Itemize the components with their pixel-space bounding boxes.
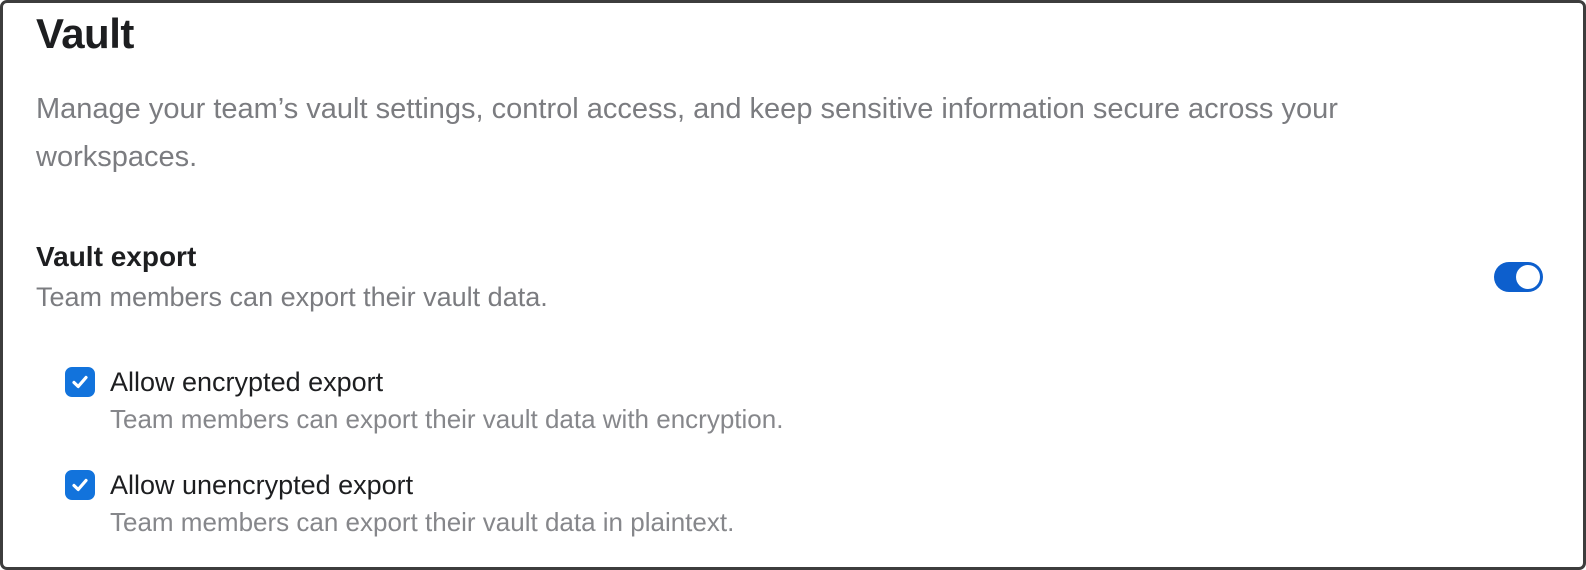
option-row-encrypted-export bbox=[65, 367, 1543, 434]
option-main bbox=[65, 367, 1543, 398]
checkmark-icon bbox=[70, 372, 90, 392]
toggle-knob bbox=[1516, 265, 1540, 289]
encrypted-export-label[interactable]: Allow encrypted export bbox=[110, 367, 384, 397]
option-main bbox=[65, 470, 1543, 501]
unencrypted-export-checkbox[interactable] bbox=[65, 470, 95, 500]
encrypted-export-checkbox[interactable] bbox=[65, 367, 95, 397]
vault-export-text-block bbox=[36, 239, 548, 315]
unencrypted-export-label[interactable]: Allow unencrypted export bbox=[110, 470, 414, 500]
vault-export-description: Team members can export their vault data. bbox=[36, 282, 548, 312]
option-row-unencrypted-export bbox=[65, 470, 1543, 537]
vault-export-options bbox=[65, 367, 1543, 537]
unencrypted-export-description: Team members can export their vault data in plaintext. bbox=[110, 507, 735, 537]
vault-settings-page bbox=[3, 3, 1583, 567]
vault-export-heading: Vault export bbox=[36, 241, 197, 272]
page-description: Manage your team’s vault settings, control access, and keep sensitive information secure across your workspaces. bbox=[36, 93, 1338, 173]
encrypted-export-description: Team members can export their vault data with encryption. bbox=[110, 404, 784, 434]
vault-export-section-header bbox=[36, 239, 1543, 315]
checkmark-icon bbox=[70, 475, 90, 495]
page-title: Vault bbox=[36, 10, 134, 57]
vault-export-toggle[interactable] bbox=[1494, 262, 1543, 292]
